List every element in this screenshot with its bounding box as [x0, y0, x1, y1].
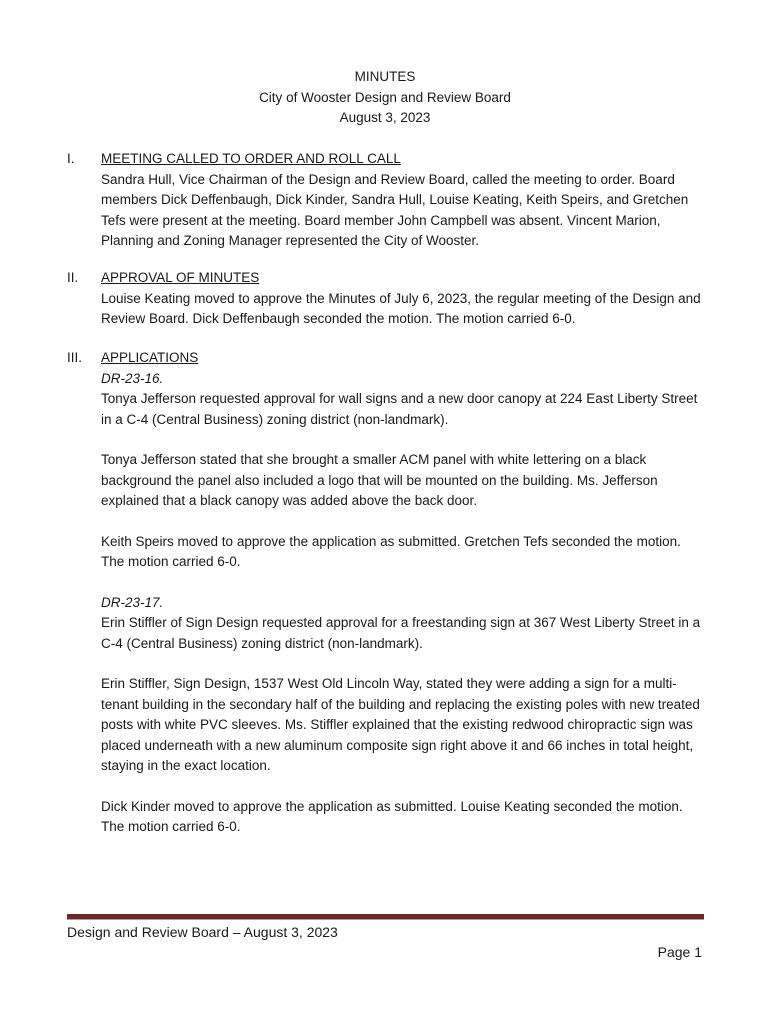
section-number: III. [67, 350, 83, 365]
case-discussion: Tonya Jefferson stated that she brought a smaller ACM panel with white lettering on a black background the panel also included a logo that will be mounted on the building. Ms. Jefferson explained that a black canopy was added above the back door. [101, 452, 658, 508]
case-request: Erin Stiffler of Sign Design requested approval for a freestanding sign at 367 West Liberty Street in a C-4 (Central Business) zoning district (non-landmark). [101, 615, 701, 651]
case-motion: Keith Speirs moved to approve the application as submitted. Gretchen Tefs seconded the motion. The motion carried 6-0. [101, 533, 681, 569]
header-board-name: City of Wooster Design and Review Board [259, 89, 511, 105]
case-discussion: Erin Stiffler, Sign Design, 1537 West Old Lincoln Way, stated they were adding a sign for a multi-tenant building in the secondary half of the building and replacing the existing poles with new treated posts with white PVC sleeves. Ms. Stiffler explained that the existing redwood chiropractic sign was placed underneath with a new aluminum composite sign right above it and 66 inches in total height, staying in the exact location. [101, 676, 700, 773]
section-text: Sandra Hull, Vice Chairman of the Design and Review Board, called the meeting to order. Board members Dick Deffenbaugh, Dick Kinder, Sandra Hull, Louise Keating, Keith Speirs, and Gretchen Tefs were present at the meeting. Board member John Campbell was absent. Vincent Marion, Planning and Zoning Manager represented the City of Wooster. [101, 171, 689, 248]
header-date: August 3, 2023 [339, 110, 431, 125]
section-number: II. [67, 270, 79, 285]
application-case [101, 593, 701, 838]
header-title: MINUTES [354, 69, 416, 84]
section-text: Louise Keating moved to approve the Minutes of July 6, 2023, the regular meeting of the Design and Review Board. Dick Deffenbaugh seconded the motion. The motion carried 6-0. [101, 290, 701, 326]
footer-title: Design and Review Board – August 3, 2023 [67, 924, 338, 940]
section-number: I. [67, 151, 75, 166]
page-number: Page 1 [657, 944, 702, 960]
section-heading: APPROVAL OF MINUTES [101, 270, 260, 285]
footer-divider [67, 914, 704, 920]
section-heading: APPLICATIONS [101, 350, 199, 365]
case-motion: Dick Kinder moved to approve the application as submitted. Louise Keating seconded the motion. The motion carried 6-0. [101, 798, 683, 834]
case-id: DR-23-17. [101, 594, 164, 610]
document-header [0, 67, 770, 129]
application-case [101, 369, 701, 573]
case-request: Tonya Jefferson requested approval for wall signs and a new door canopy at 224 East Liberty Street in a C-4 (Central Business) zoning district (non-landmark). [101, 391, 698, 427]
section-heading: MEETING CALLED TO ORDER AND ROLL CALL [101, 151, 401, 166]
case-id: DR-23-16. [101, 370, 164, 386]
